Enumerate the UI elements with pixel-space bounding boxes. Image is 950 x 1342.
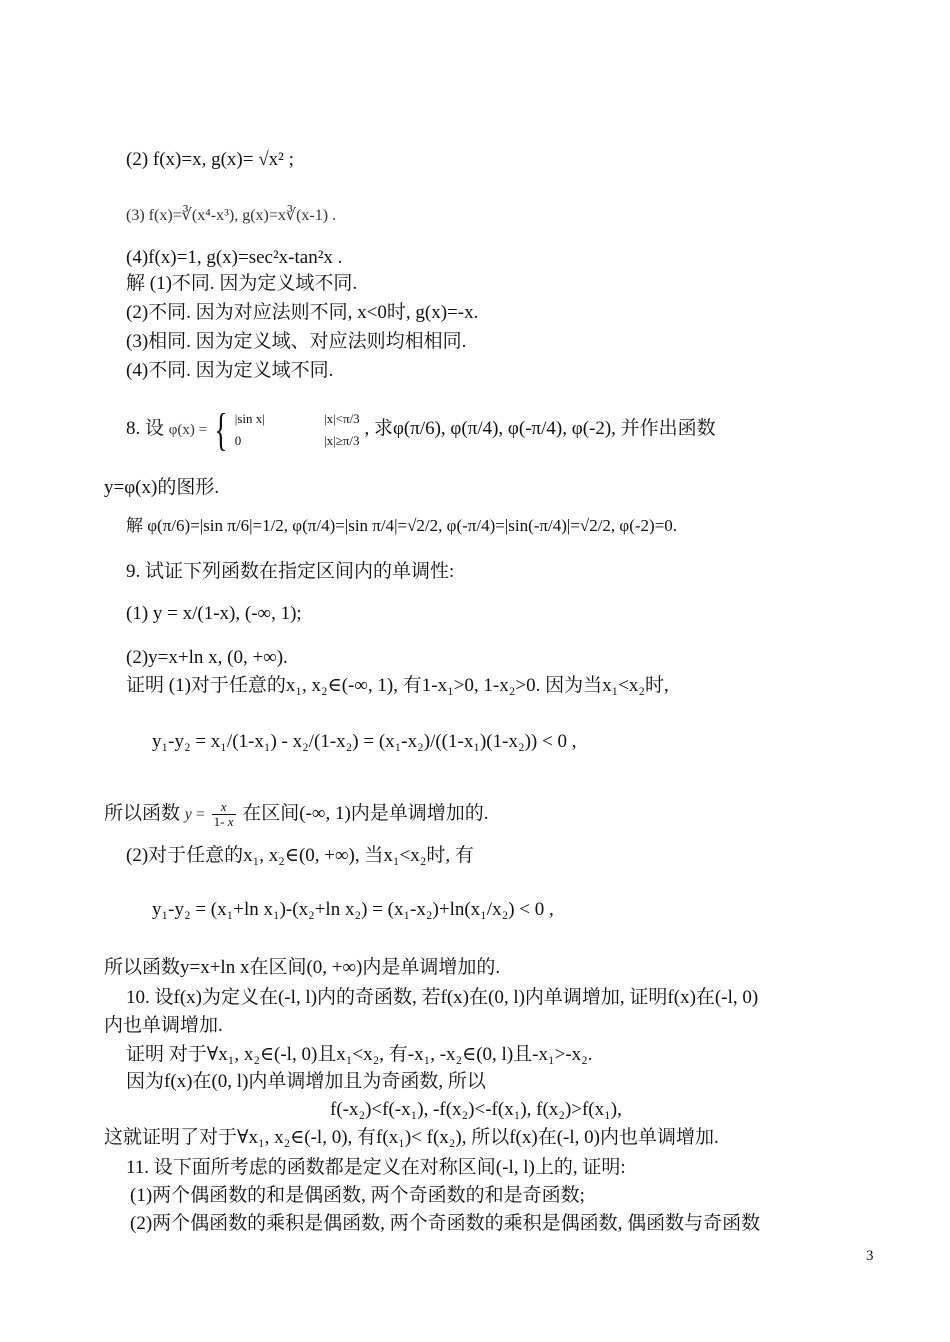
case-expression: 0 [234, 432, 242, 448]
text-line: 内也单调增加. [104, 1015, 223, 1036]
page-number: 3 [866, 1248, 874, 1264]
solution-line-4 [126, 359, 333, 383]
proof-conclusion-2 [104, 956, 500, 980]
text-line: 解 (1)不同. 因为定义域不同. [126, 273, 358, 294]
text-line: 11. 设下面所考虑的函数都是定义在对称区间(-l, l)上的, 证明: [126, 1157, 626, 1178]
problem-7-part-2 [126, 148, 294, 172]
text-fragment: , 求φ(π/6), φ(π/4), φ(-π/4), φ(-2), 并作出函数 [364, 418, 716, 439]
text-line: (1) y = x/(1-x), (-∞, 1); [126, 603, 302, 624]
proof-conclusion-3 [104, 1126, 719, 1150]
problem-9-part-2 [126, 646, 288, 670]
problem-7-part-3 [126, 204, 336, 228]
math-expression: f(-x₂)<f(-x₁), -f(x₂)<-f(x₁), f(x₂)>f(x₁), [330, 1099, 622, 1120]
proof-line-1 [126, 674, 669, 698]
proof-inequality-3 [330, 1098, 622, 1122]
proof-line-2 [126, 844, 474, 868]
text-line: 10. 设f(x)为定义在(-l, l)内的奇函数, 若f(x)在(0, l)内单调增加, 证明f(x)在(-l, 0) [126, 987, 759, 1008]
problem-9-statement [126, 560, 454, 584]
text-line: (2)不同. 因为对应法则不同, x<0时, g(x)=-x. [126, 302, 479, 323]
solution-line-3 [126, 330, 466, 354]
math-expression: y₁-y₂ = (x₁+ln x₁)-(x₂+ln x₂) = (x₁-x₂)+ln(x₁/x₂) < 0 , [152, 899, 554, 920]
problem-9-part-1 [126, 602, 302, 626]
text-line: 证明 对于∀x₁, x₂∈(-l, 0)且x₁<x₂, 有-x₁, -x₂∈(0, l)且-x₁>-x₂. [126, 1044, 593, 1065]
brace-symbol: { [214, 403, 228, 455]
problem-10-statement-cont [104, 1014, 223, 1038]
text-line: (3)相同. 因为定义域、对应法则均相相同. [126, 331, 467, 352]
proof-inequality-1 [152, 730, 576, 754]
text-line: 因为f(x)在(0, l)内单调增加且为奇函数, 所以 [126, 1071, 486, 1092]
text-line: (3) f(x)=∛(x⁴-x³), g(x)=x∛(x-1) . [126, 207, 337, 224]
text-line: 解 φ(π/6)=|sin π/6|=1/2, φ(π/4)=|sin π/4|=√2/2, φ(-π/4)=|sin(-π/4)|=√2/2, φ(-2)=0. [126, 516, 678, 535]
solution-line-2 [126, 301, 478, 325]
case-condition: |x|<π/3 [323, 410, 360, 426]
solution-line-1 [126, 272, 357, 296]
text-fragment: 在区间(-∞, 1)内是单调增加的. [242, 802, 489, 824]
text-fragment: 所以函数 [104, 802, 181, 824]
case-condition: |x|≥π/3 [323, 432, 360, 448]
fraction: $\frac{x}{1- x}$ [213, 799, 234, 829]
proof-inequality-2 [152, 898, 554, 922]
problem-8-statement: 8. 设 φ(x) = { |sin x| |x|<π/3 0 |x|≥π/3 , 求φ(π/6), φ(π/4), φ(-π/4), φ(-2), 并作出函数 [126, 403, 716, 455]
problem-11-part-2 [130, 1212, 760, 1236]
text-line: (1)两个偶函数的和是偶函数, 两个奇函数的和是奇函数; [130, 1185, 585, 1206]
text-line: (2)两个偶函数的乘积是偶函数, 两个奇函数的乘积是偶函数, 偶函数与奇函数 [130, 1213, 761, 1234]
piecewise-cases [235, 408, 360, 452]
problem-8-solution [126, 514, 677, 538]
text-line: 证明 (1)对于任意的x₁, x₂∈(-∞, 1), 有1-x₁>0, 1-x₂>0. 因为当x₁<x₂时, [126, 675, 669, 696]
problem-7-part-4 [126, 246, 342, 270]
text-line: (2) f(x)=x, g(x)= √x² ; [126, 149, 294, 170]
text-fragment: 8. 设 [126, 418, 165, 439]
problem-11-part-1 [130, 1184, 585, 1208]
text-line: y=φ(x)的图形. [104, 477, 220, 498]
problem-10-statement [126, 986, 758, 1010]
text-line: (2)y=x+ln x, (0, +∞). [126, 647, 288, 668]
proof-line-3 [126, 1043, 593, 1067]
text-line: 这就证明了对于∀x₁, x₂∈(-l, 0), 有f(x₁)< f(x₂), 所以f(x)在(-l, 0)内也单调增加. [104, 1127, 719, 1148]
case-expression: |sin x| [234, 410, 265, 426]
text-line: (2)对于任意的x₁, x₂∈(0, +∞), 当x₁<x₂时, 有 [126, 845, 474, 866]
math-expression: y₁-y₂ = x₁/(1-x₁) - x₂/(1-x₂) = (x₁-x₂)/((1-x₁)(1-x₂)) < 0 , [152, 731, 577, 752]
problem-8-graph-request [104, 476, 219, 500]
text-line: (4)不同. 因为定义域不同. [126, 360, 334, 381]
text-line: (4)f(x)=1, g(x)=sec²x-tan²x . [126, 247, 343, 268]
problem-11-statement [126, 1156, 626, 1180]
text-line: 所以函数y=x+ln x在区间(0, +∞)内是单调增加的. [104, 957, 501, 978]
proof-conclusion-1: 所以函数 y = $\frac{x}{1- x}$ 在区间(-∞, 1)内是单调增加的. [104, 799, 489, 829]
text-line: 9. 试证下列函数在指定区间内的单调性: [126, 561, 455, 582]
proof-line-4 [126, 1070, 486, 1094]
